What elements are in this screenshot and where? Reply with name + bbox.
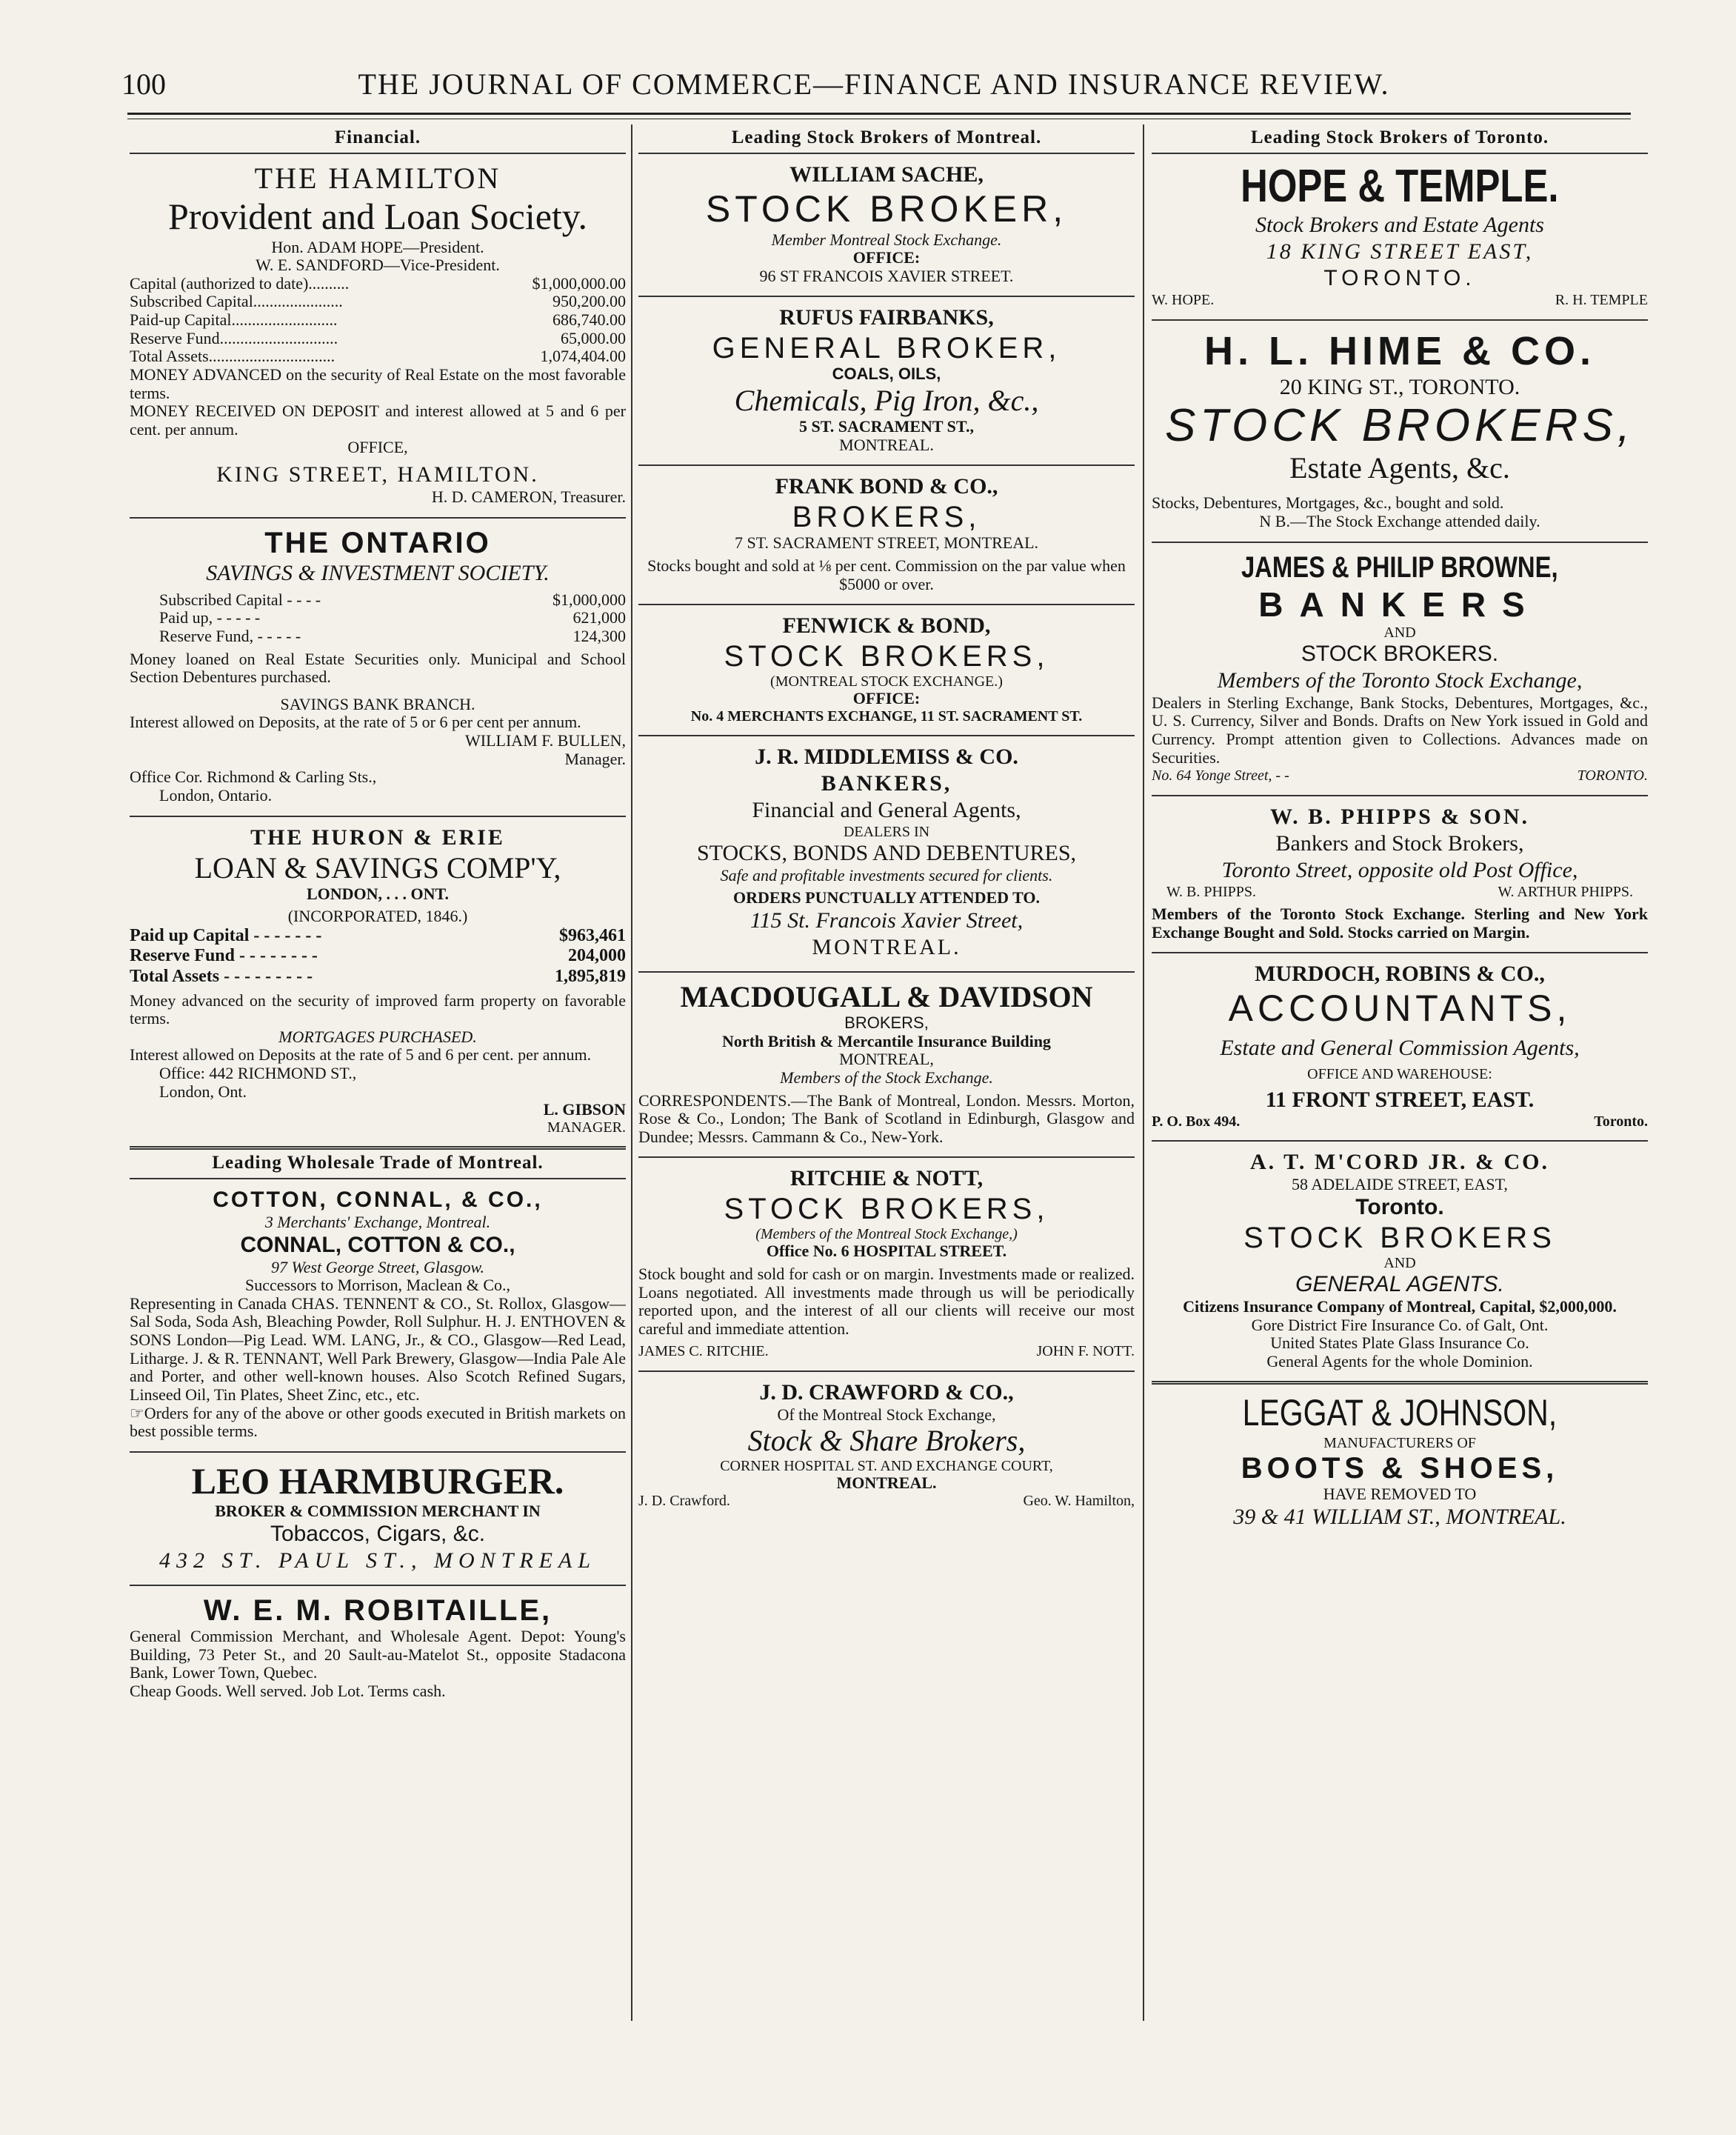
figure-row [159,627,626,646]
ad-phipps [1152,796,1648,953]
figure-row [130,275,626,293]
figure-row [130,311,626,330]
robitaille-body: General Commission Merchant, and Wholesale Agent. Depot: Young's Building, 73 Peter St., and 20 Sault-au-Matelot St., opposite Stadacona Bank, Lower Town, Quebec. [130,1626,626,1682]
leggat-address: 39 & 41 WILLIAM ST., MONTREAL. [1233,1504,1566,1529]
figure-label: Capital (authorized to date).......... [130,273,350,293]
huron-city: London, Ont. [159,1082,247,1101]
crawford-address: CORNER HOSPITAL ST. AND EXCHANGE COURT, [720,1458,1053,1475]
section-financial: Financial. [130,124,626,154]
leo-line-2: Tobaccos, Cigars, &c. [270,1521,486,1546]
figure-value: 65,000.00 [561,328,626,347]
figure-label: Paid up Capital - - - - - - - [130,925,322,945]
hime-name: H. L. HIME & CO. [1204,329,1595,374]
page-header [118,67,1629,111]
mccord-name: A. T. M'CORD JR. & CO. [1249,1150,1550,1175]
huron-manager-name: L. GIBSON [543,1100,626,1119]
figure-row [130,967,626,987]
ritchie-partners [638,1343,1135,1360]
hime-note: N B.—The Stock Exchange attended daily. [1259,512,1540,530]
fenwick-member: (MONTREAL STOCK EXCHANGE.) [770,673,1003,690]
middlemiss-line-4: Safe and profitable investments secured for clients. [720,865,1053,885]
murdoch-title: ACCOUNTANTS, [1228,987,1572,1030]
ontario-subtitle: SAVINGS & INVESTMENT SOCIETY. [206,560,550,585]
cotton-successors: Successors to Morrison, Maclean & Co., [244,1276,511,1295]
hime-body: Stocks, Debentures, Mortgages, &c., bought and sold. [1152,493,1504,513]
middlemiss-address: 115 St. Francois Xavier Street, [750,908,1024,933]
hamilton-vp: W. E. SANDFORD—Vice-President. [256,256,500,275]
ad-huron-erie [130,817,626,1150]
ad-hope-temple [1152,154,1648,321]
leo-address: 432 ST. PAUL ST., MONTREAL [158,1548,597,1573]
figure-value: 1,895,819 [555,966,626,986]
hamilton-office-label: OFFICE, [347,438,408,457]
phipps-partner-2: W. ARTHUR PHIPPS. [1498,884,1633,901]
fenwick-title: STOCK BROKERS, [724,640,1049,673]
ontario-manager-name: WILLIAM F. BULLEN, [465,731,626,750]
mccord-city: Toronto. [1355,1194,1444,1219]
fenwick-office-label: OFFICE: [852,689,921,708]
leggat-name: LEGGAT & JOHNSON, [1242,1392,1558,1434]
leggat-title: BOOTS & SHOES, [1241,1451,1559,1485]
hime-title: STOCK BROKERS, [1164,400,1635,452]
ad-macdougall-davidson [638,973,1135,1158]
sache-office-label: OFFICE: [852,248,921,267]
middlemiss-city: MONTREAL. [812,935,961,959]
figure-value: 204,000 [568,946,626,966]
leo-title: LEO HARMBURGER. [191,1459,564,1502]
ontario-loans: Money loaned on Real Estate Securities only. Municipal and School Section Debentures purchased. [130,649,626,687]
middlemiss-title: BANKERS, [821,770,952,796]
middlemiss-line-1: Financial and General Agents, [752,797,1021,822]
figure-row [130,330,626,348]
fairbanks-address: 5 ST. SACRAMENT ST., [799,417,974,436]
cotton-address: 3 Merchants' Exchange, Montreal. [264,1212,491,1231]
figure-label: Total Assets............................... [130,347,335,366]
ontario-figures [130,591,626,646]
ritchie-body: Stock bought and sold for cash or on margin. Investments made or realized. Loans negotiated. All investments made through us will be periodically reported upon, and the interest of all our clients will receive our most careful and immediate attention. [638,1265,1135,1338]
ad-crawford [638,1372,1135,1520]
header-rule [127,113,1631,115]
ritchie-office: Office No. 6 HOSPITAL STREET. [766,1242,1007,1261]
leggat-line-1: MANUFACTURERS OF [1323,1434,1476,1451]
figure-label: Reserve Fund............................. [130,328,338,347]
murdoch-name: MURDOCH, ROBINS & CO., [1255,962,1545,987]
browne-title: BANKERS [1258,584,1541,624]
figure-row [130,293,626,311]
fenwick-address: No. 4 MERCHANTS EXCHANGE, 11 ST. SACRAMENT ST. [690,707,1083,725]
figure-row [159,591,626,610]
huron-subtitle: LOAN & SAVINGS COMP'Y, [194,850,561,885]
figure-row [130,926,626,947]
figure-label: Subscribed Capital...................... [130,292,343,311]
fairbanks-line-2: Chemicals, Pig Iron, &c., [734,384,1039,417]
cotton-title-2: CONNAL, COTTON & CO., [240,1232,515,1257]
figure-label: Paid up, - - - - - [159,608,261,627]
hamilton-address: KING STREET, HAMILTON. [216,462,539,487]
murdoch-line-2: OFFICE AND WAREHOUSE: [1307,1065,1492,1082]
hope-address: 18 KING STREET EAST, [1266,239,1534,264]
murdoch-box-row [1152,1113,1648,1130]
hamilton-subtitle: Provident and Loan Society. [167,196,588,237]
ritchie-name: RITCHIE & NOTT, [789,1166,984,1191]
ad-william-sache [638,154,1135,297]
ad-cotton-connal [130,1179,626,1453]
figure-value: 621,000 [572,608,626,627]
figure-value: 1,074,404.00 [540,347,626,366]
bond-name: FRANK BOND & CO., [775,474,998,499]
cotton-title: COTTON, CONNAL, & CO., [213,1187,543,1212]
browne-body: Dealers in Sterling Exchange, Bank Stocks, Debentures, Mortgages, &c., U. S. Currency, Silver and Bonds. Drafts on New York issued in Gold and Currency. Prompt attention given to Collections. Advances made on Securities. [1152,693,1648,767]
phipps-line-1: Bankers and Stock Brokers, [1275,831,1524,856]
ad-ontario-savings [130,519,626,817]
crawford-name: J. D. CRAWFORD & CO., [759,1379,1014,1405]
figure-label: Reserve Fund, - - - - - [159,626,301,645]
browne-address-left: No. 64 Yonge Street, - - [1152,767,1289,785]
ad-rufus-fairbanks [638,297,1135,466]
ad-leo-harmburger [130,1453,626,1586]
crawford-city: MONTREAL. [836,1473,937,1493]
ontario-office: Office Cor. Richmond & Carling Sts., [130,767,377,787]
leggat-line-2: HAVE REMOVED TO [1323,1484,1477,1503]
ad-ritchie-nott [638,1158,1135,1371]
macdougall-name: MACDOUGALL & DAVIDSON [680,980,1093,1013]
fairbanks-name: RUFUS FAIRBANKS, [779,305,994,330]
crawford-partners [638,1493,1135,1510]
figure-value: $963,461 [559,925,626,945]
browne-and: AND [1383,624,1416,641]
figure-row [130,946,626,967]
hope-partners [1152,292,1648,309]
ontario-branch: SAVINGS BANK BRANCH. [280,694,475,713]
middlemiss-line-3: STOCKS, BONDS AND DEBENTURES, [696,840,1077,865]
bond-address: 7 ST. SACRAMENT STREET, MONTREAL. [734,533,1039,553]
huron-location: LONDON, . . . ONT. [306,884,450,903]
middlemiss-line-2: DEALERS IN [843,823,930,840]
murdoch-box: P. O. Box 494. [1152,1113,1241,1130]
huron-mortgages: MORTGAGES PURCHASED. [278,1027,477,1046]
ontario-city: London, Ontario. [159,785,273,805]
bond-note: Stocks bought and sold at ⅛ per cent. Commission on the par value when $5000 or over. [647,556,1126,593]
figure-row [130,347,626,366]
ad-hamilton-provident [130,154,626,519]
cotton-orders: ☞Orders for any of the above or other goods executed in British markets on best possible terms. [130,1403,626,1441]
ontario-manager-title: Manager. [564,749,626,768]
cotton-body: Representing in Canada CHAS. TENNENT & CO., St. Rollox, Glasgow—Sal Soda, Soda Ash, Bleaching Powder, Roll Sulphur. H. J. ENTHOVEN & SONS London—Pig Lead. WM. LANG, Jr., & CO., Glasgow—Red Lead, Litharge. J. & R. TENNANT, Well Park Brewery, Glasgow—India Pale Ale and Porter, and other well-known houses. Also Scotch Refined Sugars, Linseed Oil, Tin Plates, Sheet Zinc, etc., etc. [130,1293,626,1404]
figure-label: Reserve Fund - - - - - - - - [130,946,318,966]
murdoch-line-1: Estate and General Commission Agents, [1220,1035,1580,1060]
hamilton-figures [130,275,626,366]
figure-value: 950,200.00 [552,292,626,311]
column-2 [638,124,1135,2021]
column-divider-1 [631,124,632,2021]
macdougall-city: MONTREAL, [839,1050,934,1069]
huron-title: THE HURON & ERIE [250,825,505,850]
crawford-title: Stock & Share Brokers, [747,1424,1026,1458]
phipps-body: Members of the Toronto Stock Exchange. Sterling and New York Exchange Bought and Sold. Stocks carried on Margin. [1152,905,1648,942]
mccord-body-2: Gore District Fire Insurance Co. of Galt, Ont. [1251,1315,1549,1334]
hamilton-title: THE HAMILTON [254,161,501,195]
sache-title: STOCK BROKER, [705,188,1068,230]
page-number: 100 [121,67,166,101]
hope-partner-2: R. H. TEMPLE [1555,292,1648,309]
phipps-name: W. B. PHIPPS & SON. [1269,805,1530,830]
column-divider-2 [1143,124,1144,2021]
journal-title: THE JOURNAL OF COMMERCE—FINANCE AND INSURANCE REVIEW. [358,67,1390,101]
hamilton-treasurer: H. D. CAMERON, Treasurer. [431,487,626,506]
murdoch-city: Toronto. [1594,1113,1648,1130]
mccord-and: AND [1383,1254,1416,1271]
hime-line-1: Estate Agents, &c. [1289,451,1510,485]
bond-title: BROKERS, [792,501,981,534]
ritchie-member: (Members of the Montreal Stock Exchange,) [755,1226,1018,1243]
ontario-title: THE ONTARIO [264,526,491,559]
figure-value: $1,000,000 [552,590,626,609]
middlemiss-line-5: ORDERS PUNCTUALLY ATTENDED TO. [732,888,1041,907]
column-1 [130,124,626,2021]
figure-value: $1,000,000.00 [532,273,626,293]
crawford-partner-2: Geo. W. Hamilton, [1023,1492,1135,1509]
macdougall-title: BROKERS, [844,1013,929,1032]
huron-interest: Interest allowed on Deposits at the rate of 5 and 6 per cent. per annum. [130,1045,592,1065]
hope-city: TORONTO. [1323,266,1476,291]
browne-address-right: TORONTO. [1577,767,1648,785]
ritchie-partner-1: JAMES C. RITCHIE. [638,1342,769,1359]
ad-browne [1152,543,1648,797]
huron-manager-title: MANAGER. [547,1119,626,1136]
hope-line-1: Stock Brokers and Estate Agents [1255,213,1544,238]
hope-name: HOPE & TEMPLE. [1241,161,1559,212]
robitaille-tagline: Cheap Goods. Well served. Job Lot. Terms cash. [130,1681,446,1700]
macdougall-correspondents: CORRESPONDENTS.—The Bank of Montreal, London. Messrs. Morton, Rose & Co., London; The Bank of Scotland in Edinburgh, Glasgow and Dundee; Messrs. Cammann & Co., New-York. [638,1090,1135,1146]
leo-line-1: BROKER & COMMISSION MERCHANT IN [215,1502,541,1521]
crawford-partner-1: J. D. Crawford. [638,1492,730,1509]
macdougall-member: Members of the Stock Exchange. [780,1068,993,1087]
hope-partner-1: W. HOPE. [1152,292,1215,309]
cotton-address-2: 97 West George Street, Glasgow. [270,1257,484,1276]
sache-address: 96 ST FRANCOIS XAVIER STREET. [759,266,1014,285]
huron-incorporated: (INCORPORATED, 1846.) [287,907,468,926]
huron-money-advanced: Money advanced on the security of improved farm property on favorable terms. [130,990,626,1028]
phipps-partners [1152,884,1648,901]
browne-address [1152,767,1648,785]
section-toronto-brokers: Leading Stock Brokers of Toronto. [1152,124,1648,154]
figure-label: Subscribed Capital - - - - [159,590,321,609]
hamilton-money-advanced: MONEY ADVANCED on the security of Real Estate on the most favorable terms. [130,364,626,402]
figure-row [159,609,626,627]
fairbanks-city: MONTREAL. [839,435,934,454]
phipps-partner-1: W. B. PHIPPS. [1166,884,1256,901]
fenwick-name: FENWICK & BOND, [782,613,991,639]
mccord-address: 58 ADELAIDE STREET, EAST, [1292,1175,1508,1194]
mccord-title: STOCK BROKERS [1243,1221,1556,1254]
murdoch-address: 11 FRONT STREET, EAST. [1265,1087,1535,1112]
fairbanks-title: GENERAL BROKER, [712,332,1061,365]
mccord-title-2: GENERAL AGENTS. [1295,1271,1504,1296]
ad-mccord [1152,1142,1648,1385]
phipps-line-2: Toronto Street, opposite old Post Office, [1221,858,1578,883]
ontario-interest: Interest allowed on Deposits, at the rate of 5 or 6 per cent per annum. [130,713,581,732]
ritchie-partner-2: JOHN F. NOTT. [1036,1342,1135,1359]
ad-frank-bond [638,466,1135,605]
sache-member: Member Montreal Stock Exchange. [771,230,1002,249]
browne-name: JAMES & PHILIP BROWNE, [1241,550,1558,584]
browne-member: Members of the Toronto Stock Exchange, [1217,667,1583,693]
huron-figures [130,926,626,987]
hamilton-money-received: MONEY RECEIVED ON DEPOSIT and interest allowed at 5 and 6 per cent. per annum. [130,402,626,439]
section-wholesale: Leading Wholesale Trade of Montreal. [130,1150,626,1179]
section-montreal-brokers: Leading Stock Brokers of Montreal. [638,124,1135,154]
column-3 [1152,124,1648,2021]
sache-name: WILLIAM SACHE, [789,162,984,187]
figure-label: Total Assets - - - - - - - - - [130,966,313,986]
ad-fenwick-bond [638,605,1135,736]
hamilton-president: Hon. ADAM HOPE—President. [271,237,484,256]
ad-robitaille [130,1586,626,1711]
ritchie-title: STOCK BROKERS, [724,1193,1049,1226]
mccord-body-3: United States Plate Glass Insurance Co. [1270,1333,1529,1353]
figure-value: 686,740.00 [552,310,626,329]
robitaille-title: W. E. M. ROBITAILLE, [203,1593,552,1627]
mccord-body-1: Citizens Insurance Company of Montreal, Capital, $2,000,000. [1183,1296,1617,1316]
huron-office: Office: 442 RICHMOND ST., [159,1064,357,1083]
ad-murdoch-robins [1152,953,1648,1142]
ad-hime [1152,321,1648,542]
middlemiss-name: J. R. MIDDLEMISS & CO. [755,744,1018,769]
crawford-member: Of the Montreal Stock Exchange, [777,1405,996,1424]
ad-leggat-johnson [1152,1385,1648,1540]
hime-address: 20 KING ST., TORONTO. [1279,375,1520,400]
figure-label: Paid-up Capital.......................... [130,310,338,329]
ad-middlemiss [638,736,1135,973]
browne-title-2: STOCK BROKERS. [1301,641,1499,666]
mccord-body-4: General Agents for the whole Dominion. [1266,1351,1533,1370]
macdougall-building: North British & Mercantile Insurance Building [722,1031,1051,1050]
fairbanks-line-1: COALS, OILS, [832,364,941,384]
figure-value: 124,300 [572,626,626,645]
